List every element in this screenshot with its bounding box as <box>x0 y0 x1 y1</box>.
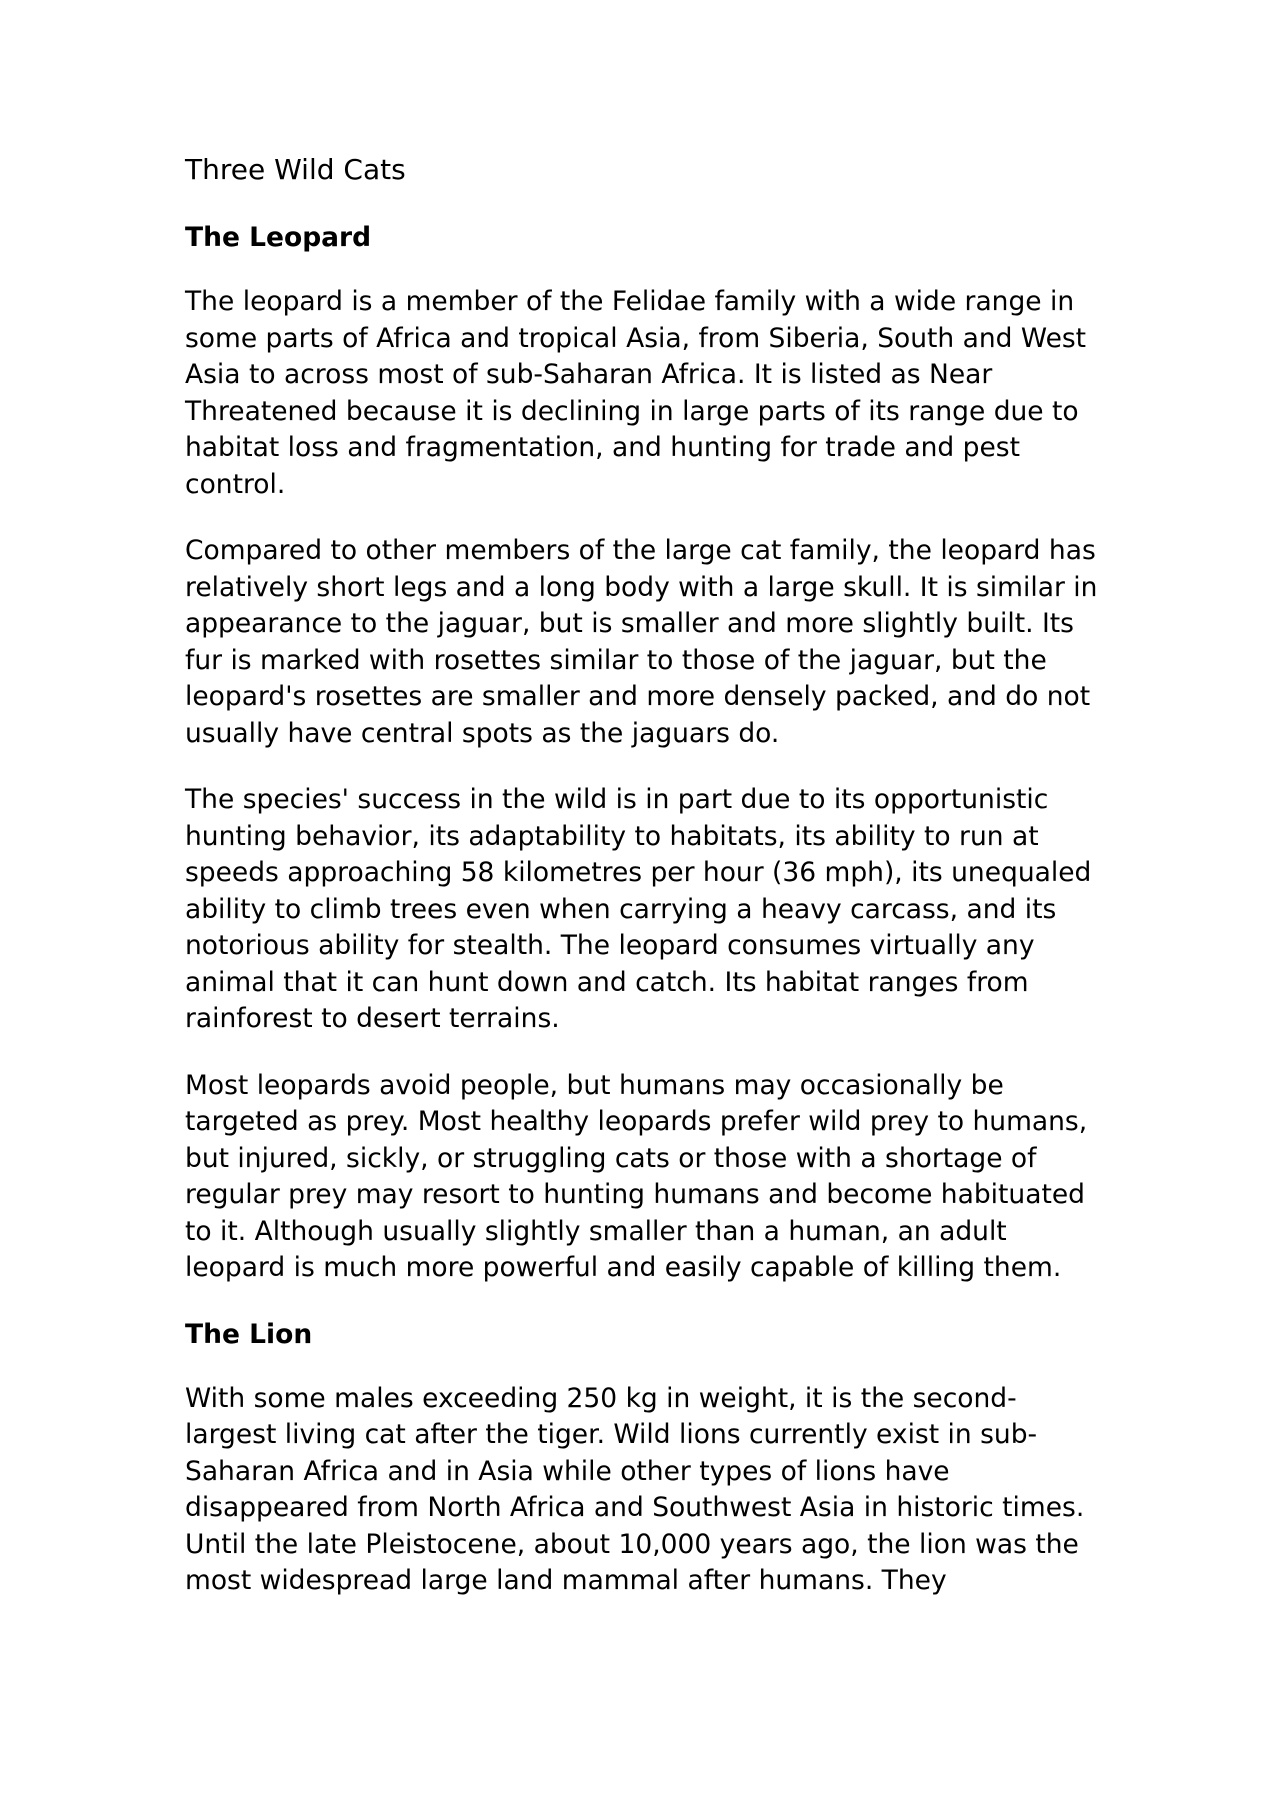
paragraph: The leopard is a member of the Felidae family with a wide range in some parts of Africa and tropical Asia, from Siberia, South and West Asia to across most of sub-Saharan Africa. It is listed as Near Threatened because it is declining in large parts of its range due to habitat loss and fragmentation, and hunting for trade and pest control. <box>185 286 1087 500</box>
paragraph: Compared to other members of the large cat family, the leopard has relatively short legs and a long body with a large skull. It is similar in appearance to the jaguar, but is smaller and more slightly built. Its fur is marked with rosettes similar to those of the jaguar, but the leopard's rosettes are smaller and more densely packed, and do not usually have central spots as the jaguars do. <box>185 535 1098 749</box>
document-title: Three Wild Cats <box>185 153 406 186</box>
section-lion <box>185 1317 1105 1600</box>
document-page <box>185 150 1105 1630</box>
section-heading: The Leopard <box>185 222 372 253</box>
section-leopard <box>185 220 1105 1287</box>
paragraph: The species' success in the wild is in part due to its opportunistic hunting behavior, its adaptability to habitats, its ability to run at speeds approaching 58 kilometres per hour (36 mph), its unequaled ability to climb trees even when carrying a heavy carcass, and its notorious ability for stealth. The leopard consumes virtually any animal that it can hunt down and catch. Its habitat ranges from rainforest to desert terrains. <box>185 784 1092 1034</box>
paragraph: Most leopards avoid people, but humans may occasionally be targeted as prey. Most healthy leopards prefer wild prey to humans, but injured, sickly, or struggling cats or those with a shortage of regular prey may resort to hunting humans and become habituated to it. Although usually slightly smaller than a human, an adult leopard is much more powerful and easily capable of killing them. <box>185 1069 1088 1283</box>
section-heading: The Lion <box>185 1318 313 1350</box>
paragraph: With some males exceeding 250 kg in weight, it is the second-largest living cat after the tiger. Wild lions currently exist in sub-Saharan Africa and in Asia while other types of lions have disappeared from North Africa and Southwest Asia in historic times. Until the late Pleistocene, about 10,000 years ago, the lion was the most widespread large land mammal after humans. They <box>185 1382 1085 1596</box>
